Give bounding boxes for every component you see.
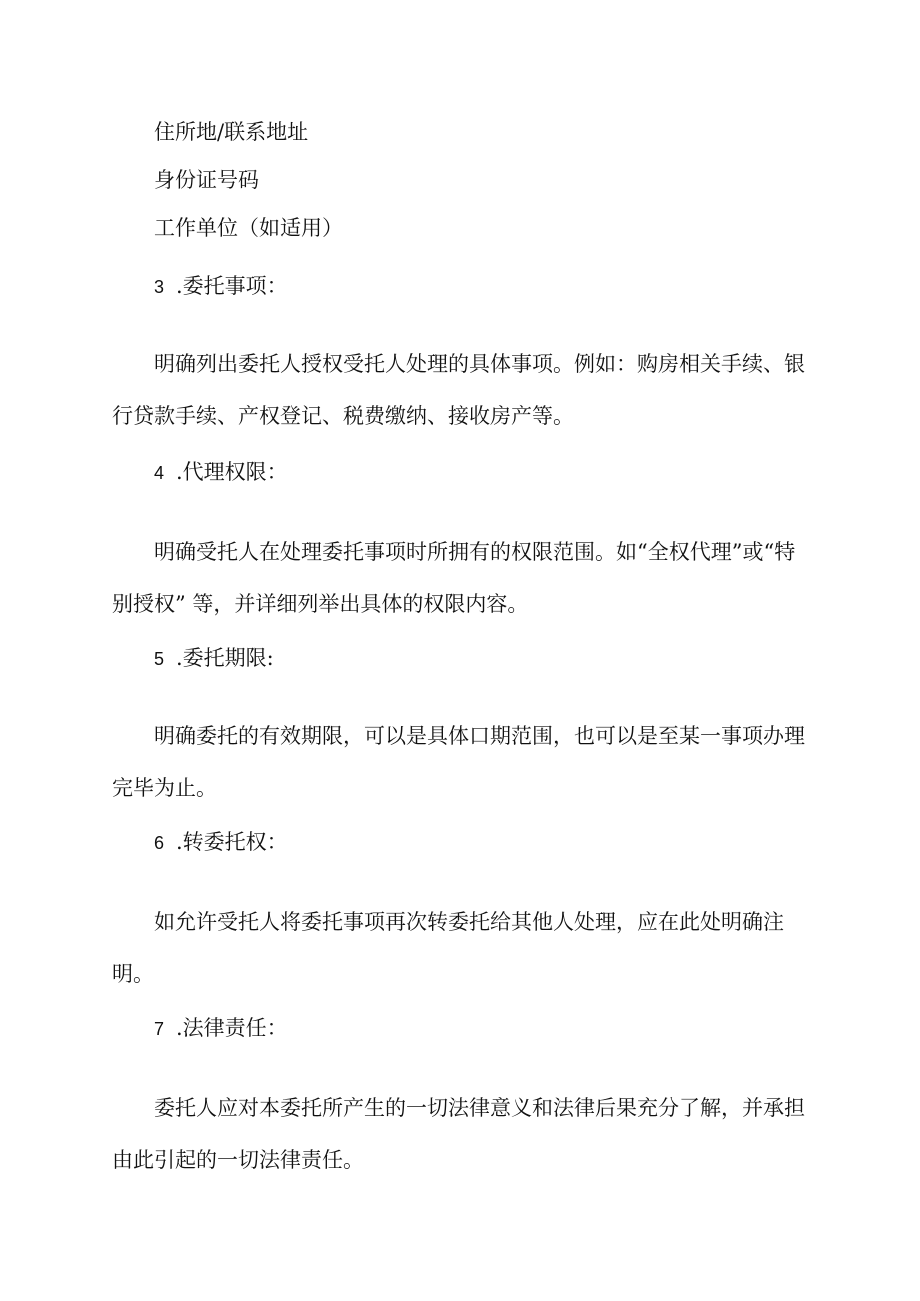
section-number: 5 (154, 649, 165, 669)
field-address: 住所地/联系地址 (154, 120, 309, 144)
section-title: .法律责任： (176, 1016, 288, 1040)
section-title: .转委托权： (176, 830, 288, 854)
section-number: 4 (154, 463, 165, 483)
section-body-3: 明确列出委托人授权受托人处理的具体事项。例如：购房相关手续、银行贷款手续、产权登记、税费缴纳、接收房产等。 (112, 352, 805, 428)
section-heading-5 (154, 644, 274, 673)
field-id-number: 身份证号码 (154, 168, 259, 192)
section-title: .委托事项： (176, 274, 288, 298)
section-body-5: 明确委托的有效期限，可以是具体口期范围，也可以是至某一事项办理完毕为止。 (112, 724, 805, 800)
section-number: 7 (154, 1019, 165, 1039)
section-body-4: 明确受托人在处理委托事项时所拥有的权限范围。如“全权代理”或“特别授权” 等，并详细列举出具体的权限内容。 (112, 540, 796, 616)
section-heading-4 (154, 458, 288, 487)
section-body-6: 如允许受托人将委托事项再次转委托给其他人处理，应在此处明确注明。 (112, 910, 784, 986)
section-heading-6 (154, 828, 288, 857)
section-title: .代理权限： (176, 460, 288, 484)
section-number: 3 (154, 277, 165, 297)
section-heading-7 (154, 1014, 288, 1043)
section-number: 6 (154, 833, 165, 853)
section-heading-3 (154, 272, 288, 301)
section-body-7: 委托人应对本委托所产生的一切法律意义和法律后果充分了解，并承担由此引起的一切法律责任。 (112, 1096, 805, 1172)
field-employer: 工作单位（如适用） (154, 216, 343, 240)
section-title: .委托期限: (176, 646, 274, 670)
